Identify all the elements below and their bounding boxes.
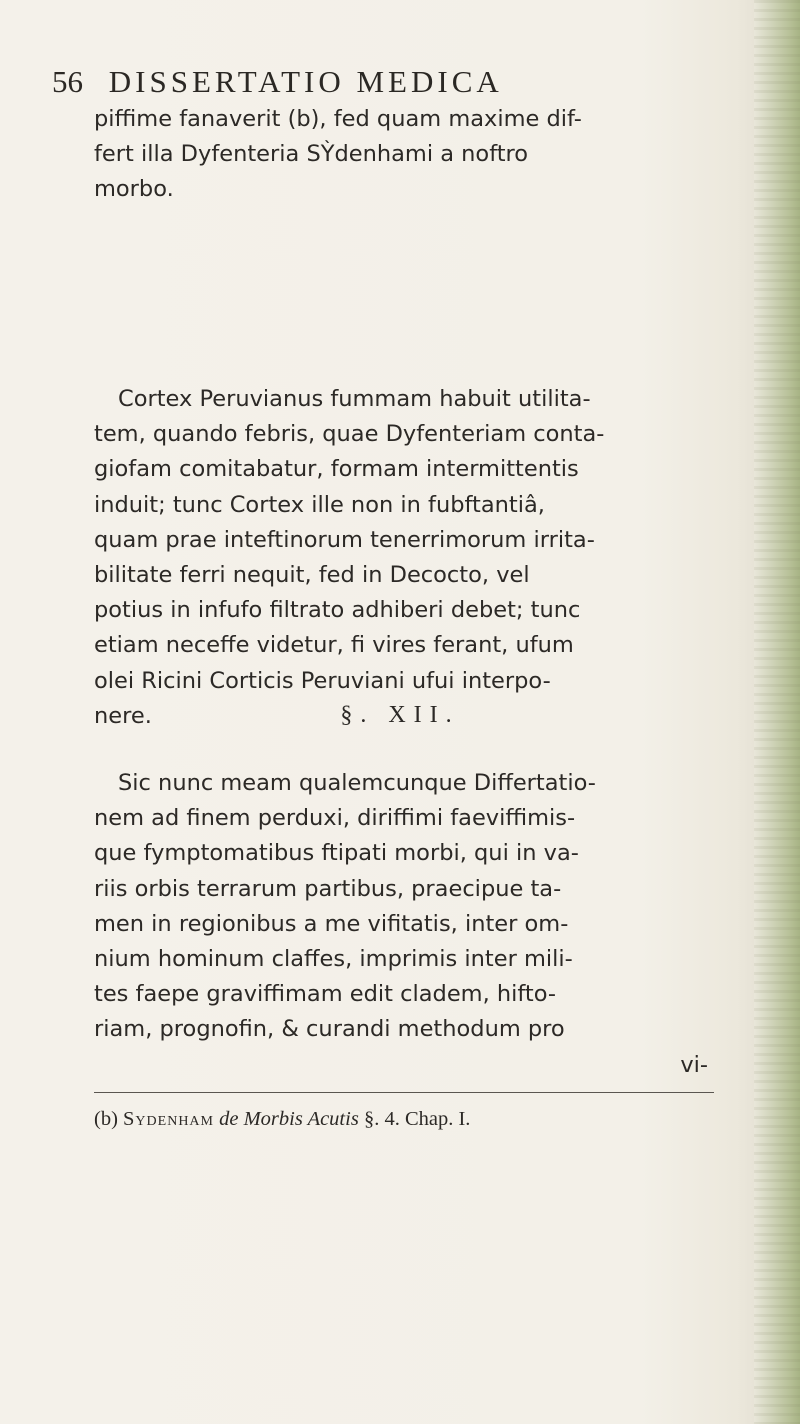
text-line: que fymptomatibus ftipati morbi, qui in va- bbox=[94, 840, 579, 867]
page-number: 56 bbox=[52, 64, 83, 99]
text-line: riis orbis terrarum partibus, praecipue ta- bbox=[94, 875, 562, 902]
text-line: giofam comitabatur, formam intermittentis bbox=[94, 456, 579, 483]
text-line: etiam neceffe videtur, fi vires ferant, ufum bbox=[94, 632, 574, 659]
running-header bbox=[52, 64, 503, 100]
text-line: tes faepe graviffimam edit cladem, hifto- bbox=[94, 981, 557, 1008]
footnote-rule bbox=[94, 1092, 714, 1093]
text-line: Sic nunc meam qualemcunque Differtatio- bbox=[118, 770, 596, 796]
text-line: potius in infufo filtrato adhiberi debet; tunc bbox=[94, 597, 581, 624]
text-line: morbo. bbox=[94, 176, 174, 203]
text-line: nium hominum claffes, imprimis inter mili- bbox=[94, 946, 573, 973]
section-heading: §. XII. bbox=[340, 702, 460, 728]
text-line: nem ad finem perduxi, diriffimi faeviffimis- bbox=[94, 805, 576, 832]
footnote-reference: §. 4. Chap. I. bbox=[363, 1108, 471, 1130]
paragraph-continued bbox=[94, 102, 714, 208]
footnote bbox=[94, 1108, 470, 1131]
text-line: fert illa Dyfenteria SỲdenhami a noftro bbox=[94, 141, 529, 168]
text-line: piffime fanaverit (b), fed quam maxime dif- bbox=[94, 106, 582, 132]
text-line: Cortex Peruvianus fummam habuit utilita- bbox=[118, 386, 591, 412]
text-line: bilitate ferri nequit, fed in Decocto, vel bbox=[94, 562, 530, 589]
paragraph-conclusion bbox=[94, 766, 714, 1083]
footnote-author: Sydenham bbox=[123, 1108, 214, 1130]
text-line: induit; tunc Cortex ille non in fubftantiâ, bbox=[94, 491, 545, 518]
text-line: riam, prognofin, & curandi methodum pro bbox=[94, 1016, 565, 1043]
text-line: tem, quando febris, quae Dyfenteriam conta- bbox=[94, 421, 605, 448]
footnote-work: de Morbis Acutis bbox=[219, 1108, 359, 1130]
footnote-marker: (b) bbox=[94, 1108, 118, 1130]
text-line: nere. bbox=[94, 702, 152, 729]
text-line: men in regionibus a me vifitatis, inter om- bbox=[94, 910, 569, 937]
paragraph-cortex bbox=[94, 382, 714, 734]
running-title: DISSERTATIO MEDICA bbox=[108, 64, 503, 99]
catchword: vi- bbox=[680, 1051, 708, 1078]
text-line: quam prae inteftinorum tenerrimorum irrita- bbox=[94, 526, 595, 553]
text-line: olei Ricini Corticis Peruviani ufui interpo- bbox=[94, 667, 551, 694]
